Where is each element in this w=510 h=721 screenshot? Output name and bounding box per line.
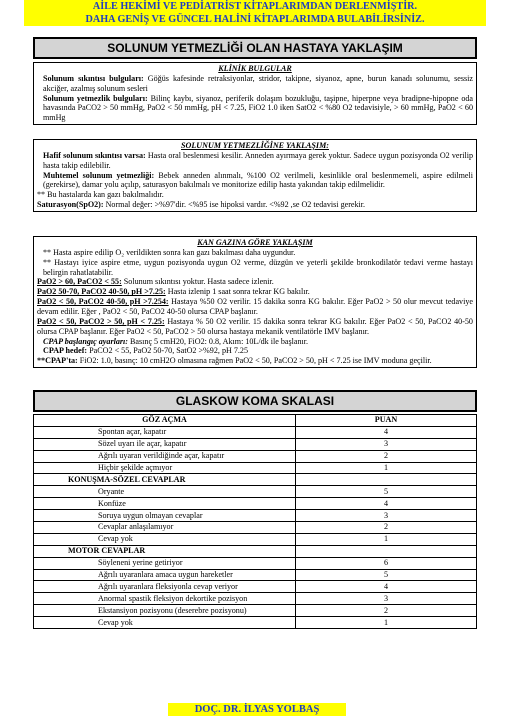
criterion-label: Cevap yok	[34, 533, 296, 545]
failure-approach-title: SOLUNUM YETMEZLİĞİNE YAKLAŞIM:	[181, 141, 329, 150]
score-cell	[296, 545, 477, 557]
section-title-glasgow: GLASKOW KOMA SKALASI	[33, 390, 477, 412]
score-cell: 2	[296, 522, 477, 534]
glasgow-header-row	[34, 415, 477, 427]
criterion-label: Soruya uygun olmayan cevaplar	[34, 510, 296, 522]
score-cell: 5	[296, 569, 477, 581]
saturation-text: Saturasyon(SpO2): Normal değer: >%97'dir. <%95 ise hipoksi vardır. <%92 ,se O2 tedavisi gerekir.	[37, 200, 366, 210]
failure-approach-box	[33, 139, 477, 212]
cpap-initial-settings: CPAP başlangıç ayarları: Basınç 5 cmH20, FiO2: 0.8, Akım: 10L/dk ile başlanır.	[43, 336, 309, 346]
score-cell: 1	[296, 533, 477, 545]
cpap-target: CPAP hedef: PaCO2 < 55, PaO2 50-70, SatO2 >%92, pH 7.25	[43, 346, 249, 356]
table-section-row	[34, 474, 477, 486]
table-row	[34, 581, 477, 593]
criterion-label: Ekstansiyon pozisyonu (deserebre pozisyonu)	[34, 605, 296, 617]
respiratory-failure-findings: Solunum yetmezlik bulguları: Bilinç kaybı, siyanoz, periferik dolaşım bozukluğu, taşipne, hiperpne veya bradipne-hipopne oda havasında PaCO2 > 50 mmHg, PaO2 < 50 mmHg, pH < 7.25, FiO2 1.0 iken SatO2 < %80 O2 tedavisiyle, > 60 mmHg, PaO2 < 60 mmHg	[43, 93, 474, 123]
header-line-2: DAHA GENİŞ VE GÜNCEL HALİNİ KİTAPLARIMDA BULABİLİRSİNİZ.	[24, 13, 486, 26]
gas-rule-2: PaO2 50-70, PaCO2 40-50, pH >7.25: Hasta izlenip 1 saat sonra tekrar KG bakılır.	[37, 287, 310, 297]
table-row	[34, 510, 477, 522]
score-cell: 4	[296, 426, 477, 438]
table-row	[34, 438, 477, 450]
table-row	[34, 426, 477, 438]
table-row	[34, 593, 477, 605]
criterion-label: Söyleneni yerine getiriyor	[34, 557, 296, 569]
score-cell: 2	[296, 605, 477, 617]
table-row	[34, 450, 477, 462]
mild-distress-text: Hafif solunum sıkıntısı varsa: Hasta oral beslenmesi kesilir. Anneden ayırmaya gerek yoktur. Sadece uygun pozisyonda O2 verilip hasta takip edilebilir.	[43, 150, 473, 170]
author-footer: DOÇ. DR. İLYAS YOLBAŞ	[168, 703, 346, 716]
table-row	[34, 486, 477, 498]
table-row	[34, 569, 477, 581]
blood-gas-note-2: ** Hastayı iyice aspire etme, uygun pozisyonda uygun O2 verme, düzgün ve yeterli şekilde bronkodilatör tedavi verme hastayı belirgin rahatlatabilir.	[43, 257, 473, 277]
table-row	[34, 617, 477, 629]
gas-rule-4: PaO2 < 50, PaCO2 > 50, pH < 7.25: Hastaya % 50 O2 verilir. 15 dakika sonra tekrar KG bakılır. Eğer PaO2 < 50, PaCO2 40-50 olursa CPAP başlanır. Eğer PaO2 < 50, PaCO2 > 50 olursa hastaya mekanik ventilatörle IMV başlanır.	[37, 316, 473, 336]
clinical-findings-title: KLİNİK BULGULAR	[218, 64, 292, 73]
blood-gas-note-1: ** Hasta aspire edilip O₂ verildikten sonra kan gazı bakılması daha uygundur.	[43, 247, 296, 257]
score-cell: 6	[296, 557, 477, 569]
gas-rule-1: PaO2 > 60, PaCO2 < 55: Solunum sıkıntısı yoktur. Hasta sadece izlenir.	[37, 277, 274, 287]
score-cell: 3	[296, 438, 477, 450]
score-cell	[296, 474, 477, 486]
section-title-respiratory: SOLUNUM YETMEZLİĞİ OLAN HASTAYA YAKLAŞIM	[33, 37, 477, 59]
score-cell: 3	[296, 510, 477, 522]
table-row	[34, 557, 477, 569]
criterion-label: Ağrılı uyaran verildiğinde açar, kapatır	[34, 450, 296, 462]
cpap-imv-note: **CPAP'ta: FiO2: 1.0, basınç: 10 cmH2O olmasına rağmen PaO2 < 50, PaCO2 > 50, pH < 7.25 ise IMV moduna geçilir.	[37, 356, 432, 366]
criterion-label: Cevaplar anlaşılamıyor	[34, 522, 296, 534]
criterion-label: Ağrılı uyaranlara amaca uygun hareketler	[34, 569, 296, 581]
table-row	[34, 605, 477, 617]
criterion-label: Ağrılı uyaranlara fleksiyonla cevap veriyor	[34, 581, 296, 593]
table-row	[34, 498, 477, 510]
clinical-findings-box	[33, 62, 477, 125]
criterion-label: Anormal spastik fleksiyon dekortike pozisyon	[34, 593, 296, 605]
respiratory-distress-findings: Solunum sıkıntısı bulguları: Göğüs kafesinde retraksiyonlar, stridor, takipne, siyanoz, apne, burun kanadı solunumu, sessiz akciğer, azalmış solunum sesleri	[43, 73, 473, 93]
glasgow-body	[34, 426, 477, 628]
score-header: PUAN	[296, 415, 477, 427]
criterion-label: Oryante	[34, 486, 296, 498]
score-cell: 2	[296, 450, 477, 462]
table-row	[34, 533, 477, 545]
table-section-row	[34, 545, 477, 557]
section-label: KONUŞMA-SÖZEL CEVAPLAR	[34, 474, 296, 486]
likely-failure-text: Muhtemel solunum yetmezliği: Bebek anneden alınmalı, %100 O2 verilmeli, kesinlikle oral beslenmemeli, aspire edilmeli (gerekirse), damar yolu açılıp, saturasyon bakılmalı ve monitorize edilip hasta yakından takip edilmelidir.	[43, 170, 473, 190]
criterion-label: Hiçbir şekilde açmıyor	[34, 462, 296, 474]
section-label: MOTOR CEVAPLAR	[34, 545, 296, 557]
glasgow-table	[33, 414, 477, 629]
criterion-label: Cevap yok	[34, 617, 296, 629]
score-cell: 4	[296, 581, 477, 593]
criterion-label: Sözel uyarı ile açar, kapatır	[34, 438, 296, 450]
score-cell: 5	[296, 486, 477, 498]
score-cell: 3	[296, 593, 477, 605]
score-cell: 1	[296, 462, 477, 474]
gas-rule-3: PaO2 < 50, PaCO2 40-50, pH >7.254: Hastaya %50 O2 verilir. 15 dakika sonra KG bakılır. Eğer PaO2 > 50 olur mevcut tedaviye devam edilir. Eğer , PaO2 < 50, PaCO2 40-50 olursa CPAP başlanır.	[37, 297, 473, 317]
criterion-label: Konfüze	[34, 498, 296, 510]
blood-gas-title: KAN GAZINA GÖRE YAKLAŞIM	[197, 238, 313, 247]
blood-gas-note: ** Bu hastalarda kan gazı bakılmalıdır.	[37, 190, 164, 200]
header-line-1: AİLE HEKİMİ VE PEDİATRİST KİTAPLARIMDAN DERLENMİŞTİR.	[24, 0, 486, 13]
blood-gas-box	[33, 236, 477, 368]
table-row	[34, 462, 477, 474]
table-row	[34, 522, 477, 534]
eye-opening-header: GÖZ AÇMA	[34, 415, 296, 427]
score-cell: 1	[296, 617, 477, 629]
score-cell: 4	[296, 498, 477, 510]
criterion-label: Spontan açar, kapatır	[34, 426, 296, 438]
